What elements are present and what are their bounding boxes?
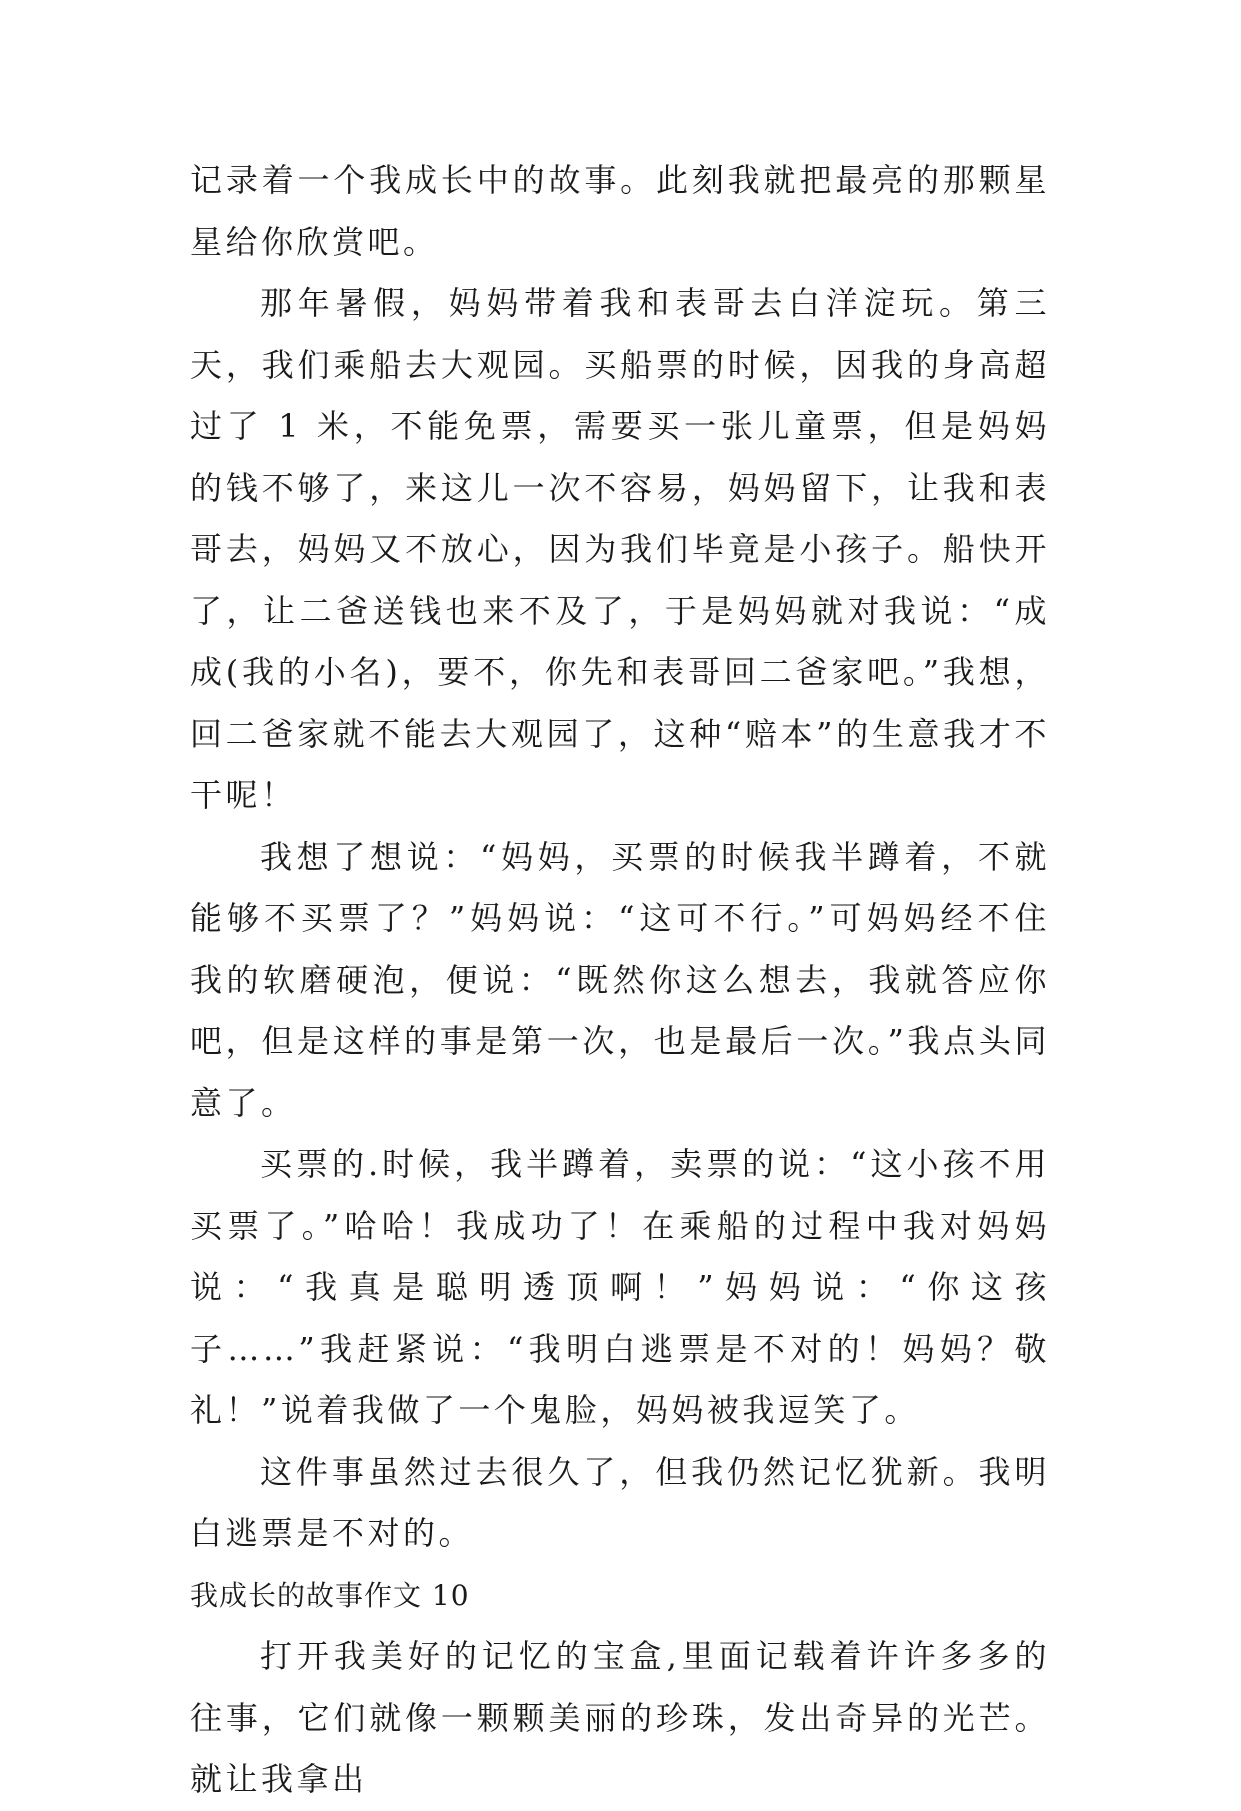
document-page — [190, 150, 1050, 1811]
paragraph-summer-trip: 那年暑假，妈妈带着我和表哥去白洋淀玩。第三天，我们乘船去大观园。买船票的时候，因我的身高超过了 1 米，不能免票，需要买一张儿童票，但是妈妈的钱不够了，来这儿一次不容易，妈妈留下，让我和表哥去，妈妈又不放心，因为我们毕竟是小孩子。船快开了，让二爸送钱也来不及了，于是妈妈就对我说：“成成(我的小名)，要不，你先和表哥回二爸家吧。”我想，回二爸家就不能去大观园了，这种“赔本”的生意我才不干呢！ — [190, 284, 1050, 814]
paragraph-conclusion: 这件事虽然过去很久了，但我仍然记忆犹新。我明白逃票是不对的。 — [190, 1452, 1050, 1552]
paragraph-conversation: 我想了想说：“妈妈，买票的时候我半蹲着，不就能够不买票了？”妈妈说：“这可不行。”可妈妈经不住我的软磨硬泡，便说：“既然你这么想去，我就答应你吧，但是这样的事是第一次，也是最后一次。”我点头同意了。 — [190, 837, 1050, 1122]
paragraph-memory-box: 打开我美好的记忆的宝盒,里面记载着许许多多的往事，它们就像一颗颗美丽的珍珠，发出奇异的光芒。就让我拿出 — [190, 1637, 1050, 1798]
paragraph-ticket-purchase: 买票的.时候，我半蹲着，卖票的说：“这小孩不用买票了。”哈哈！我成功了！在乘船的过程中我对妈妈说：“我真是聪明透顶啊！”妈妈说：“你这孩子……”我赶紧说：“我明白逃票是不对的！妈妈？敬礼！”说着我做了一个鬼脸，妈妈被我逗笑了。 — [190, 1145, 1050, 1429]
essay-heading: 我成长的故事作文 10 — [190, 1578, 470, 1612]
paragraph-continuation: 记录着一个我成长中的故事。此刻我就把最亮的那颗星星给你欣赏吧。 — [190, 161, 1050, 261]
